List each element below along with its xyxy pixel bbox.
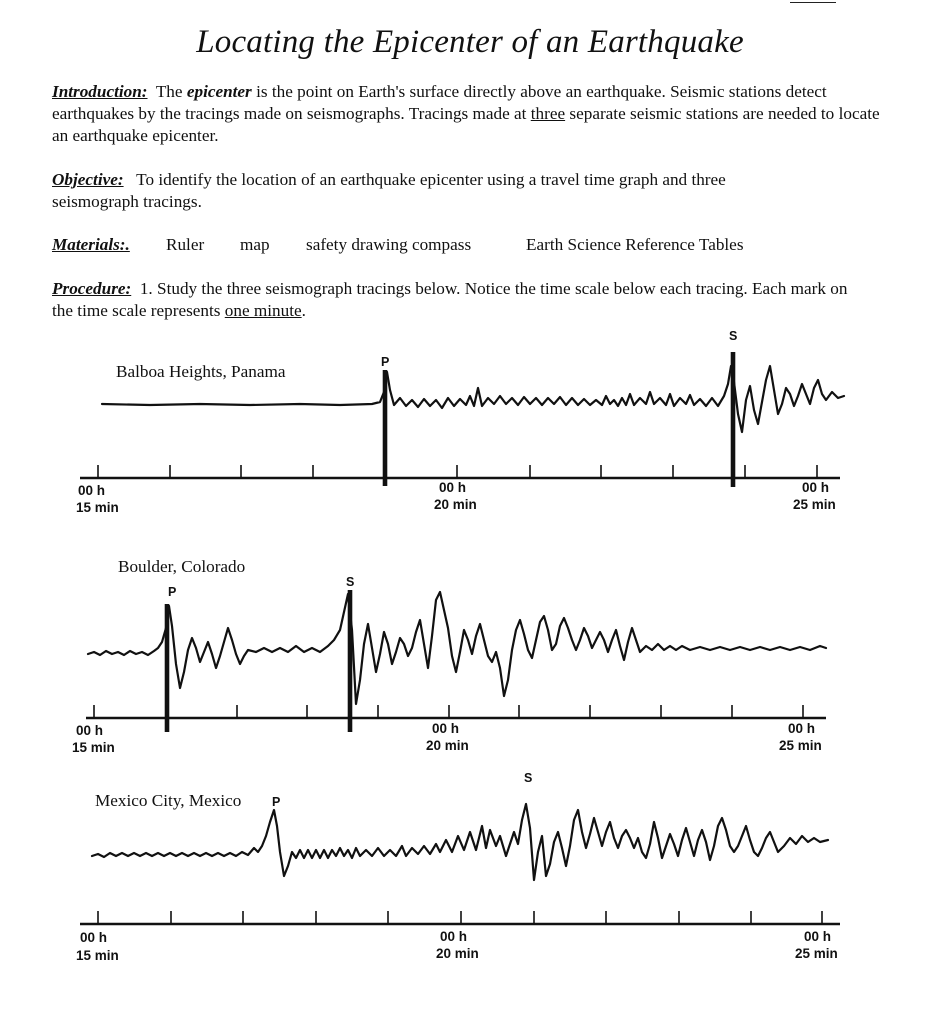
materials-label-text: Materials:. xyxy=(52,235,130,254)
time-label-balboa-25: 25 min xyxy=(793,497,836,512)
time-label-mexico-15: 15 min xyxy=(76,948,119,963)
introduction-text-b: is the point on Earth's surface directly above an earthquake. Seismic stations detect earthquakes by the tracings made on seismographs. Tracings made at xyxy=(52,82,827,123)
minute-ticks-boulder xyxy=(94,705,803,718)
p-label-balboa: P xyxy=(381,355,390,369)
page-title: Locating the Epicenter of an Earthquake xyxy=(196,24,744,60)
minute-ticks-balboa xyxy=(98,465,817,478)
minute-ticks-mexico-city xyxy=(98,911,822,924)
time-label-mexico-hour-15: 00 h xyxy=(80,930,108,945)
material-ruler: Ruler xyxy=(166,235,205,254)
s-label-mexico-city: S xyxy=(524,771,533,785)
station-name-balboa: Balboa Heights, Panama xyxy=(116,362,286,381)
time-label-boulder-hour-15: 00 h xyxy=(76,723,104,738)
seismogram-mexico-city xyxy=(76,771,840,963)
procedure-text: 1. Study the three seismograph tracings below. Notice the time scale below each tracing. Each mark on the time scale represents xyxy=(52,279,848,320)
time-label-balboa-hour-15: 00 h xyxy=(78,483,106,498)
objective-text: To identify the location of an earthquake epicenter using a travel time graph and three seismograph tracings. xyxy=(52,170,726,211)
s-label-balboa: S xyxy=(729,329,738,343)
p-label-boulder: P xyxy=(168,585,177,599)
one-minute-emphasis: one minute xyxy=(224,301,302,320)
time-label-balboa-20: 20 min xyxy=(434,497,477,512)
seismogram-boulder xyxy=(72,575,826,755)
time-label-balboa-hour-25: 00 h xyxy=(802,480,830,495)
material-map: map xyxy=(240,235,270,254)
tracing-mexico-city xyxy=(92,804,828,880)
time-label-mexico-hour-20: 00 h xyxy=(440,929,468,944)
three-emphasis: three xyxy=(530,104,566,123)
time-label-mexico-20: 20 min xyxy=(436,946,479,961)
procedure-end: . xyxy=(301,301,306,320)
introduction-text-c: separate seismic stations are needed to locate an earthquake epicenter. xyxy=(52,104,880,145)
time-label-boulder-hour-25: 00 h xyxy=(788,721,816,736)
introduction-text-a: The xyxy=(155,82,187,101)
station-name-mexico-city: Mexico City, Mexico xyxy=(95,791,242,810)
time-label-boulder-15: 15 min xyxy=(72,740,115,755)
time-label-boulder-hour-20: 00 h xyxy=(432,721,460,736)
material-compass: safety drawing compass xyxy=(306,235,472,254)
time-label-mexico-25: 25 min xyxy=(795,946,838,961)
introduction-label: Introduction: xyxy=(52,82,148,101)
time-label-balboa-15: 15 min xyxy=(76,500,119,515)
time-label-boulder-20: 20 min xyxy=(426,738,469,753)
time-label-balboa-hour-20: 00 h xyxy=(439,480,467,495)
epicenter-term: epicenter xyxy=(186,82,252,101)
p-label-mexico-city: P xyxy=(272,795,281,809)
station-name-boulder: Boulder, Colorado xyxy=(118,557,246,576)
time-label-boulder-25: 25 min xyxy=(779,738,822,753)
time-label-mexico-hour-25: 00 h xyxy=(804,929,832,944)
material-reference-tables: Earth Science Reference Tables xyxy=(526,235,744,254)
objective-label: Objective: xyxy=(52,170,124,189)
tracing-boulder xyxy=(88,592,826,704)
seismogram-balboa xyxy=(76,329,844,515)
s-label-boulder: S xyxy=(346,575,355,589)
procedure-label: Procedure: xyxy=(52,279,132,298)
